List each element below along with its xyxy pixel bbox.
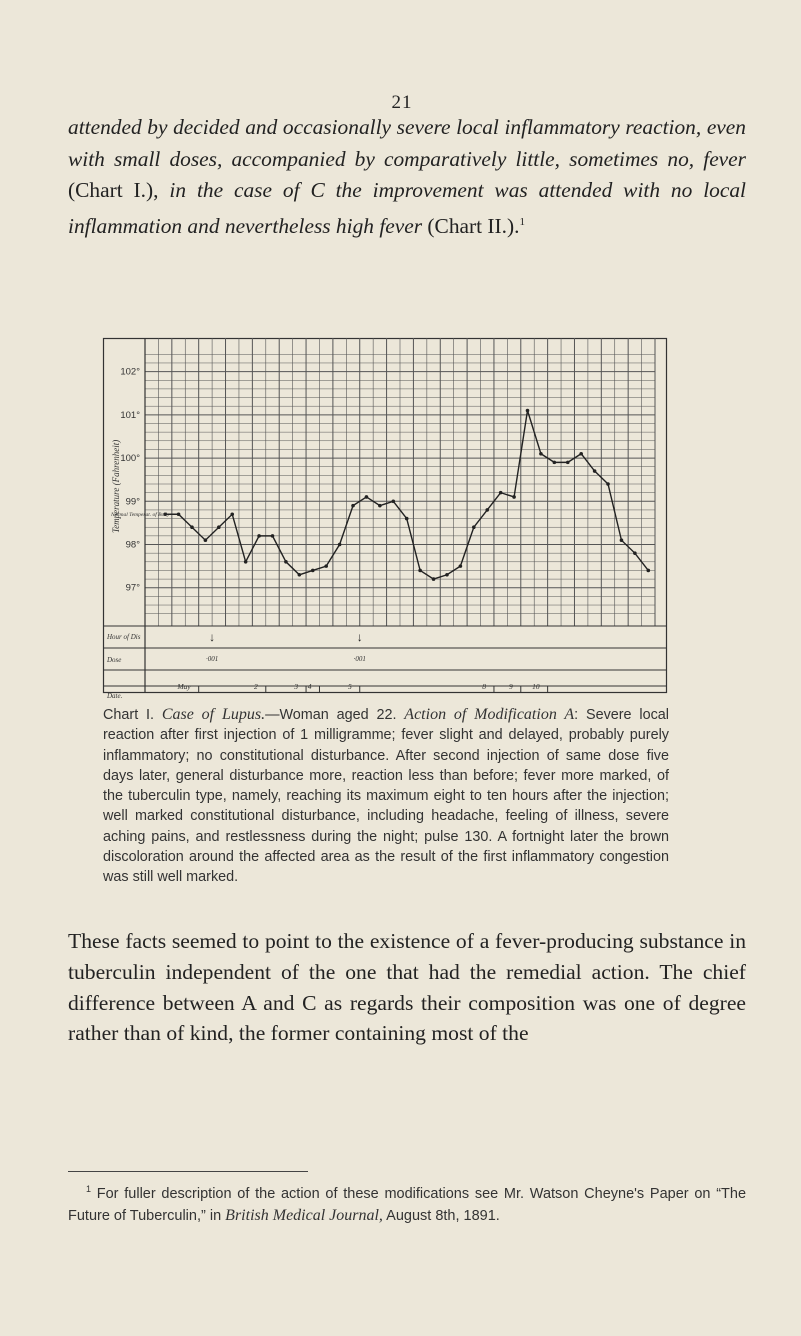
normal-temperature-label: Normal Temperat. of Body [111,512,170,518]
date-label: 2 [254,682,258,691]
temperature-point [472,525,476,529]
y-tick-label: 98° [125,539,140,551]
temperature-point [311,569,315,573]
date-label: 9 [509,682,513,691]
chart-grid [145,338,655,693]
temperature-point [230,512,234,516]
temperature-point [566,461,570,465]
chart-plot [163,409,650,581]
temperature-point [257,534,261,538]
temperature-point [405,517,409,521]
temperature-point [298,573,302,577]
injection-marker: ↓ [356,630,363,644]
caption-title: Chart I. [103,707,155,723]
temperature-point [512,495,516,499]
temperature-point [553,461,557,465]
y-tick-label: 97° [125,582,140,594]
temperature-point [526,409,530,413]
temperature-point [499,491,503,495]
y-tick-label: 101° [120,409,140,421]
temperature-point [418,569,422,573]
footnote-date: August 8th, 1891. [382,1207,500,1224]
temperature-point [593,469,597,473]
y-tick-label: 100° [120,453,140,465]
chart-caption [103,705,669,888]
footnote [68,1179,746,1227]
footnote-journal: British Medical Journal, [225,1206,383,1224]
row-label: Dose [107,656,122,664]
temperature-chart [103,338,667,700]
temperature-point [485,508,489,512]
chart-bottom-rows [103,626,667,700]
temperature-point [190,525,194,529]
temperature-chart-svg [103,338,667,700]
temperature-point [646,569,650,573]
temperature-point [338,543,342,547]
footnote-text: For fuller description of the action of these modifications see Mr. Watson Cheyne's Paper on “The Future of Tuberculin,” in [68,1185,747,1224]
temperature-point [378,504,382,508]
temperature-point [579,452,583,456]
caption-action: Action of Modification A [404,706,575,723]
row-label: Date. [107,692,123,700]
injection-marker: ↓ [209,630,216,644]
row-label: Hour of Dis [107,633,141,641]
date-label: 5 [347,682,352,691]
chart-ref-2: (Chart II.). [427,213,520,238]
temperature-point [271,534,275,538]
date-label: 4 [307,682,312,691]
chart-frame [104,339,667,693]
temperature-point [633,551,637,555]
temperature-line [165,411,648,580]
y-axis-ticks [120,367,140,594]
temperature-point [365,495,369,499]
temperature-point [217,525,221,529]
temperature-point [620,538,624,542]
temperature-point [606,482,610,486]
caption-case: Case of Lupus. [161,706,266,723]
intro-text-2: in the case of C the improvement was attended with no local inflammation and nevertheless high fever [68,178,746,238]
date-label: 8 [482,682,486,691]
temperature-point [204,538,208,542]
page-number: 21 [391,92,413,113]
chart-ref-1: (Chart I.), [68,178,159,202]
temperature-point [391,499,395,503]
temperature-point [445,573,449,577]
date-label: May [177,682,191,691]
temperature-point [539,452,543,456]
y-tick-label: 102° [120,366,140,378]
dose-label: ·001 [205,655,219,663]
footnote-rule [68,1171,308,1172]
temperature-point [459,564,463,568]
y-tick-label: 99° [125,496,140,508]
dose-label: ·001 [353,655,366,663]
date-label: 3 [294,682,299,691]
temperature-point [244,560,248,564]
intro-paragraph [68,112,746,242]
body-paragraph: These facts seemed to point to the existence of a fever-producing substance in tuberculin independent of the one that had the remedial action. The chief difference between A and C as regards their composition was one of degree rather than of kind, the former containing most of the [68,929,746,1046]
footnote-number: 1 [86,1184,92,1194]
y-axis-title: Temperature (Fahrenheit) [111,439,121,533]
temperature-point [177,512,181,516]
caption-body: : Severe local reaction after first injection of 1 milligramme; fever slight and delayed, probably purely inflammatory; no constitutional disturbance. After second injection of same dose five days later, general disturbance more, reaction less than before; fever more marked, of the tuberculin type, namely, reaching its maximum eight to ten hours after the injection; well marked constitutional disturbance, including headache, feeling of illness, severe aching pains, and restlessness during the night; pulse 130. A fortnight later the brown discoloration around the affected area as the result of the first inflammatory congestion was still well marked. [103,707,669,886]
caption-patient: —Woman aged 22. [265,707,397,723]
footnote-marker: 1 [519,215,525,228]
intro-text-1: attended by decided and occasionally severe local inflammatory reaction, even with small doses, accompanied by comparatively little, sometimes no, fever [68,115,746,171]
temperature-point [351,504,355,508]
temperature-point [284,560,288,564]
date-label: 10 [532,682,540,691]
temperature-point [432,577,436,581]
temperature-point [324,564,328,568]
